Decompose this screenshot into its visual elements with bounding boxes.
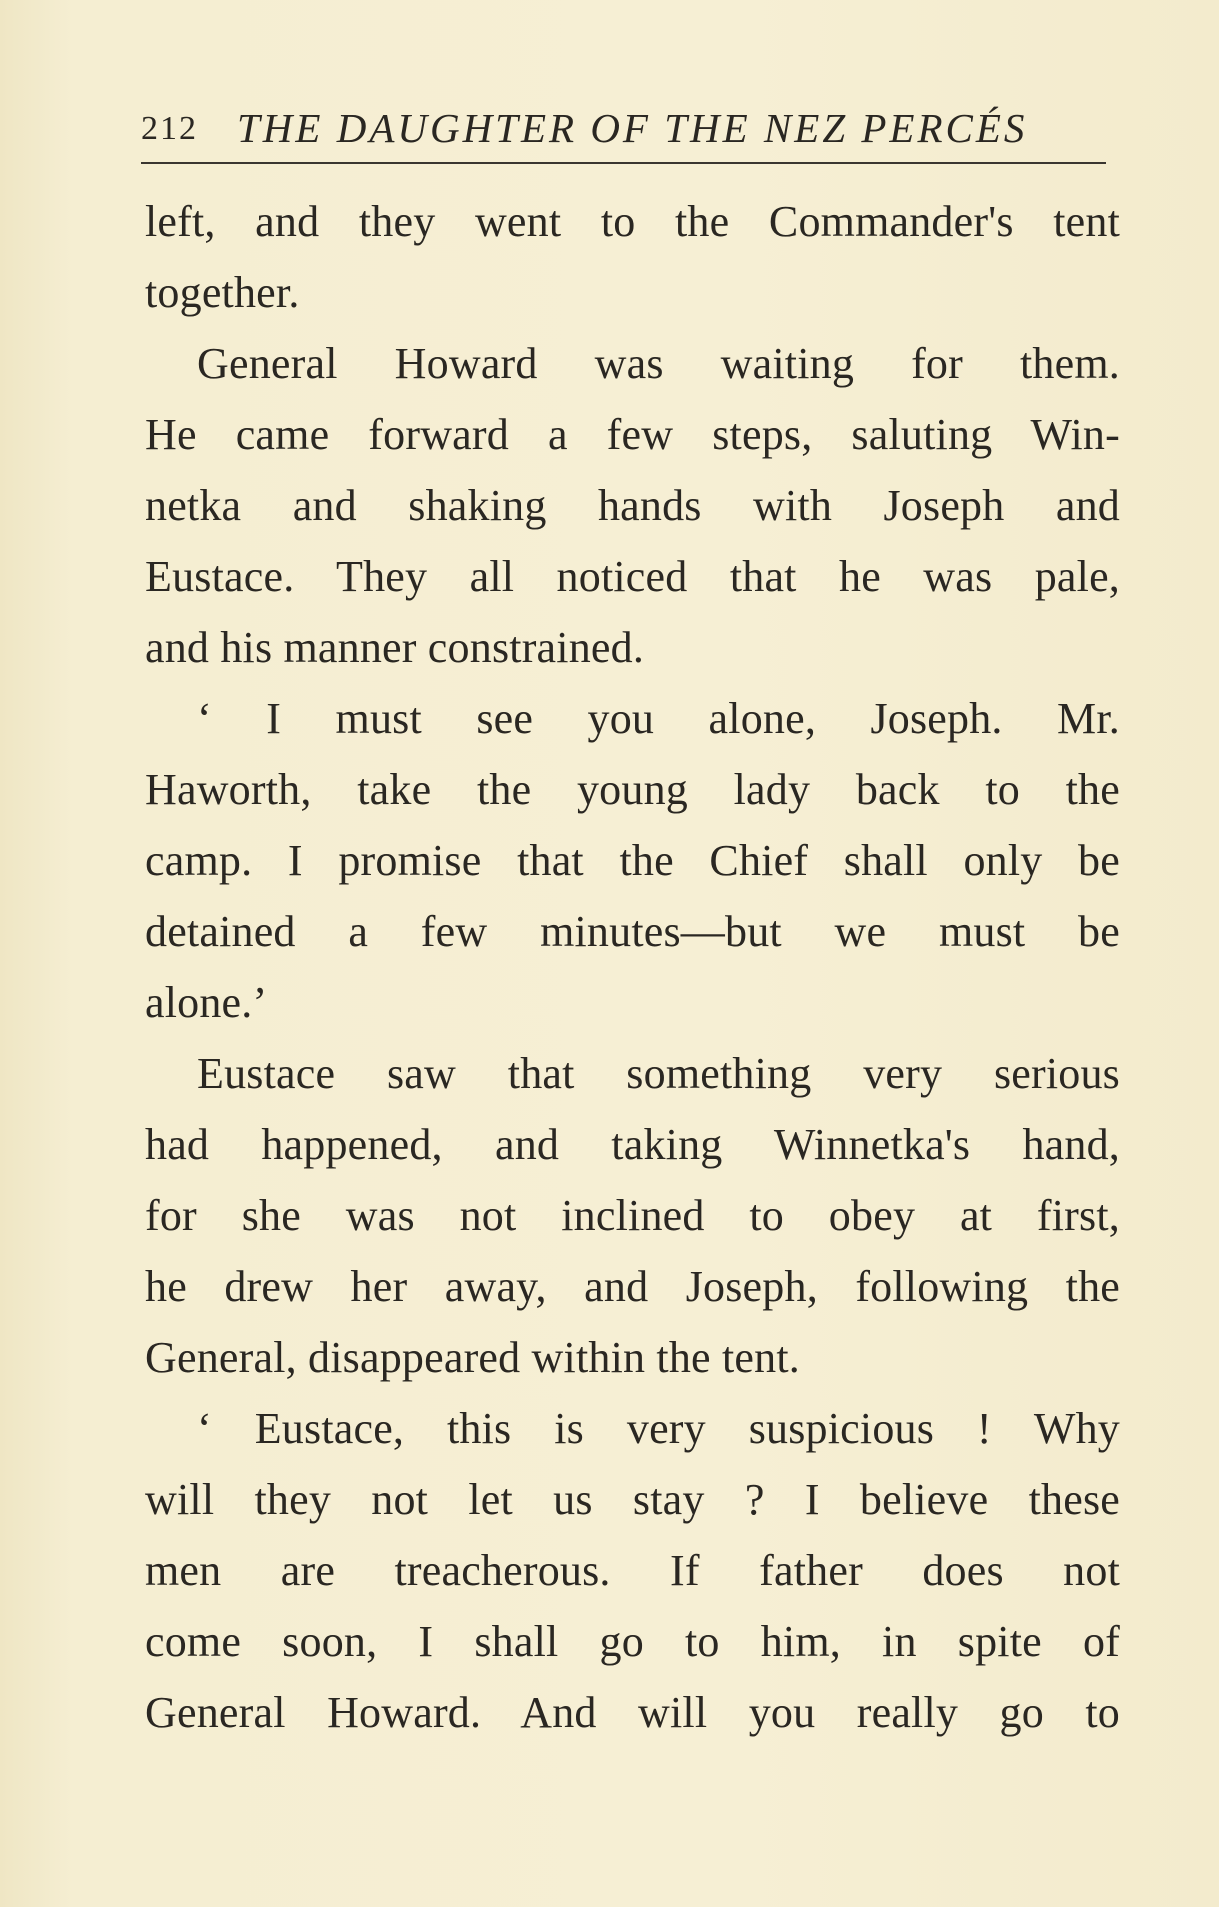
text-line: left, and they went to the Commander's tent — [145, 197, 1120, 246]
text-line: he drew her away, and Joseph, following the — [145, 1262, 1120, 1311]
book-title: THE DAUGHTER OF THE NEZ PERCÉS — [237, 105, 1028, 151]
text-line: Eustace saw that something very serious — [197, 1049, 1120, 1098]
text-line: He came forward a few steps, saluting Win- — [145, 410, 1120, 459]
text-line: General, disappeared within the tent. — [145, 1333, 800, 1382]
text-line: will they not let us stay ? I believe these — [145, 1475, 1120, 1524]
text-line: detained a few minutes—but we must be — [145, 907, 1120, 956]
text-line: ‘ Eustace, this is very suspicious ! Why — [197, 1404, 1120, 1453]
text-line: for she was not inclined to obey at first, — [145, 1191, 1120, 1240]
text-line: had happened, and taking Winnetka's hand, — [145, 1120, 1120, 1169]
text-line: camp. I promise that the Chief shall only be — [145, 836, 1120, 885]
text-line: Haworth, take the young lady back to the — [145, 765, 1120, 814]
text-line: alone.’ — [145, 978, 268, 1027]
page-number: 212 — [141, 110, 198, 147]
body-text — [145, 186, 1120, 1748]
text-line: and his manner constrained. — [145, 623, 645, 672]
running-head — [141, 104, 1111, 160]
text-line: come soon, I shall go to him, in spite of — [145, 1617, 1120, 1666]
text-line: General Howard. And will you really go to — [145, 1688, 1120, 1737]
header-rule — [141, 162, 1106, 164]
text-line: Eustace. They all noticed that he was pale, — [145, 552, 1120, 601]
text-line: netka and shaking hands with Joseph and — [145, 481, 1120, 530]
text-line: men are treacherous. If father does not — [145, 1546, 1120, 1595]
text-line: ‘ I must see you alone, Joseph. Mr. — [197, 694, 1120, 743]
text-line: General Howard was waiting for them. — [197, 339, 1120, 388]
text-line: together. — [145, 268, 300, 317]
